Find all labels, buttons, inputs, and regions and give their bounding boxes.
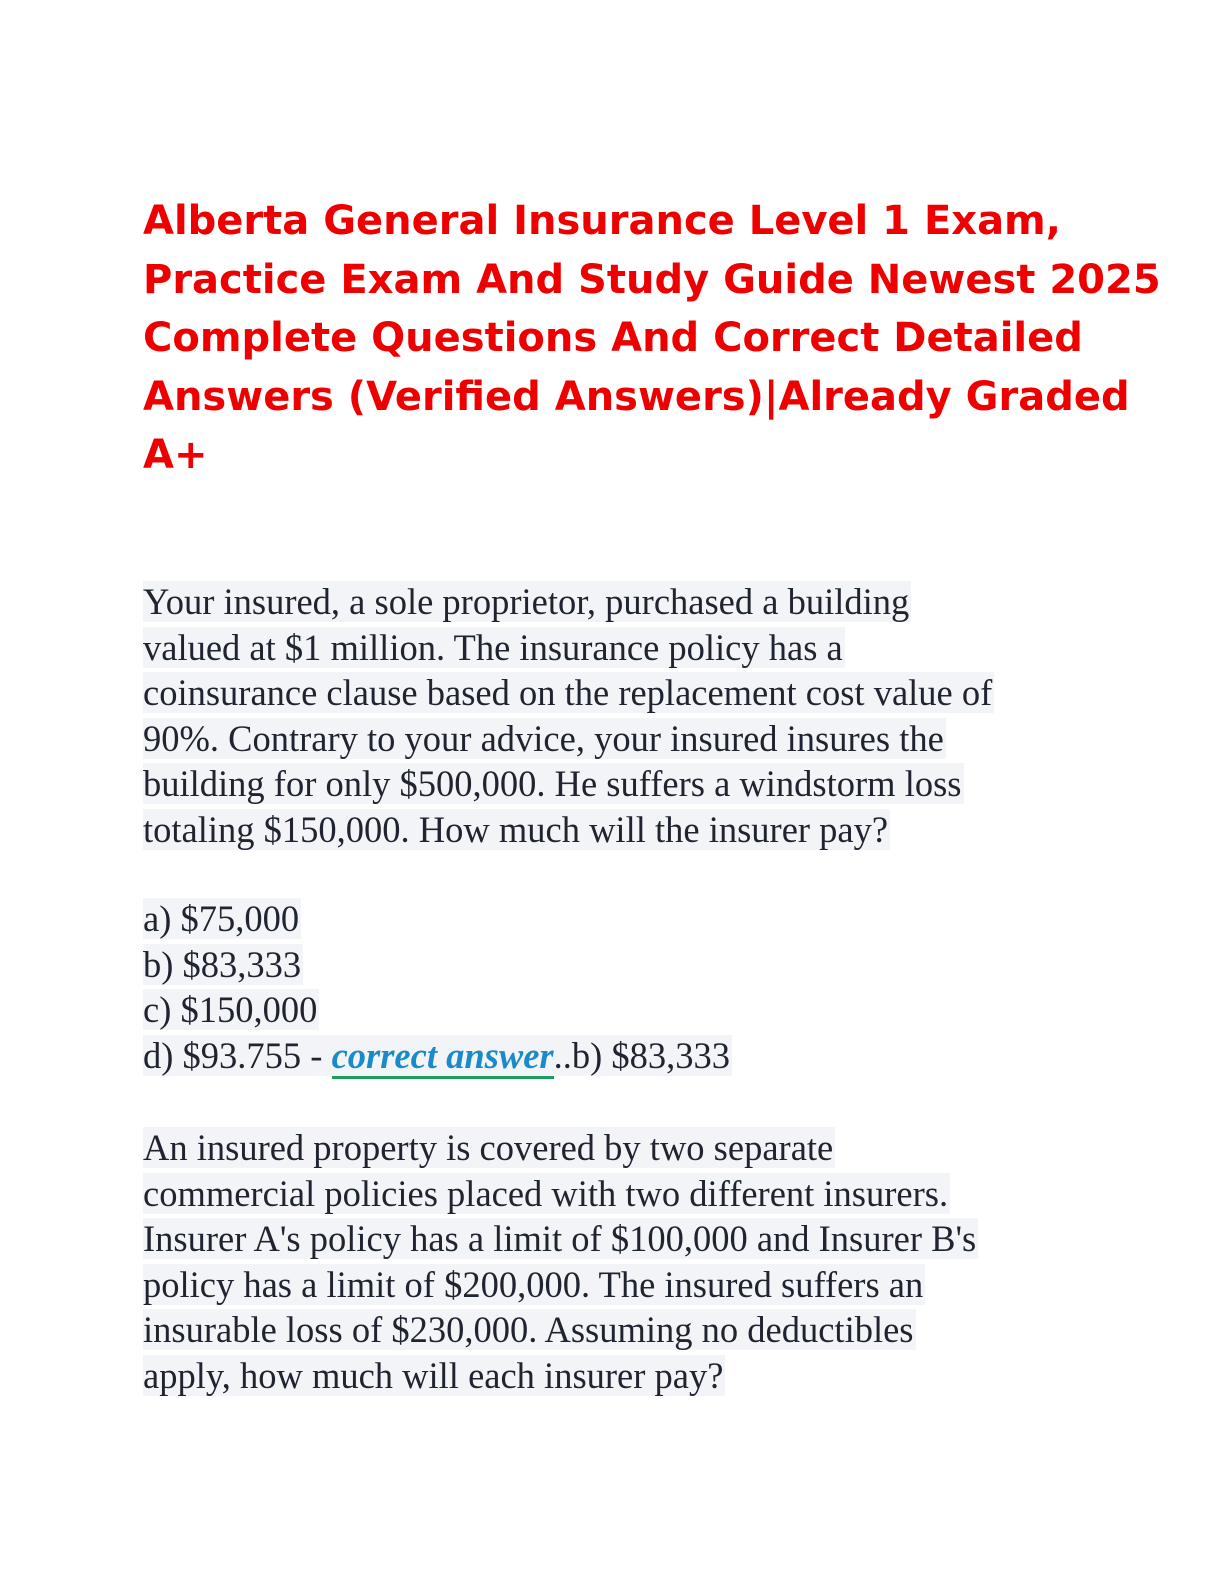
answer-option-with-answer — [143, 1035, 732, 1076]
question-text-line: Insurer A's policy has a limit of $100,000 and Insurer B's — [143, 1218, 977, 1260]
question-1 — [143, 579, 1143, 853]
question-text-line: commercial policies placed with two different insurers. — [143, 1172, 949, 1214]
question-1-options — [143, 896, 1143, 1078]
question-text-line: insurable loss of $230,000. Assuming no deductibles — [143, 1309, 914, 1351]
question-text-line: coinsurance clause based on the replacement cost value of — [143, 672, 993, 714]
title-line: A+ — [143, 432, 208, 478]
answer-text: ..b) $83,333 — [553, 1034, 730, 1076]
title-line: Complete Questions And Correct Detailed — [143, 315, 1083, 361]
question-text-line: 90%. Contrary to your advice, your insured insures the — [143, 717, 944, 759]
question-text-line: valued at $1 million. The insurance policy has a — [143, 626, 843, 668]
answer-option-text: d) $93.755 - — [143, 1034, 332, 1076]
title-line: Alberta General Insurance Level 1 Exam, — [143, 198, 1061, 244]
question-text-line: totaling $150,000. How much will the insurer pay? — [143, 808, 889, 850]
question-text-line: building for only $500,000. He suffers a windstorm loss — [143, 763, 962, 805]
question-text-line: apply, how much will each insurer pay? — [143, 1354, 724, 1396]
question-2 — [143, 1125, 1143, 1399]
title-line: Practice Exam And Study Guide Newest 2025 — [143, 256, 1161, 303]
question-text-line: policy has a limit of $200,000. The insured suffers an — [143, 1263, 924, 1305]
answer-option: c) $150,000 — [143, 989, 318, 1031]
document-title — [143, 192, 1161, 485]
title-line: Answers (Verified Answers)|Already Graded — [143, 373, 1130, 420]
correct-answer-link[interactable]: correct answer — [332, 1035, 554, 1079]
answer-option: b) $83,333 — [143, 943, 302, 985]
answer-option: a) $75,000 — [143, 898, 300, 939]
question-text-line: An insured property is covered by two separate — [143, 1127, 834, 1168]
question-text-line: Your insured, a sole proprietor, purchased a building — [143, 581, 910, 622]
